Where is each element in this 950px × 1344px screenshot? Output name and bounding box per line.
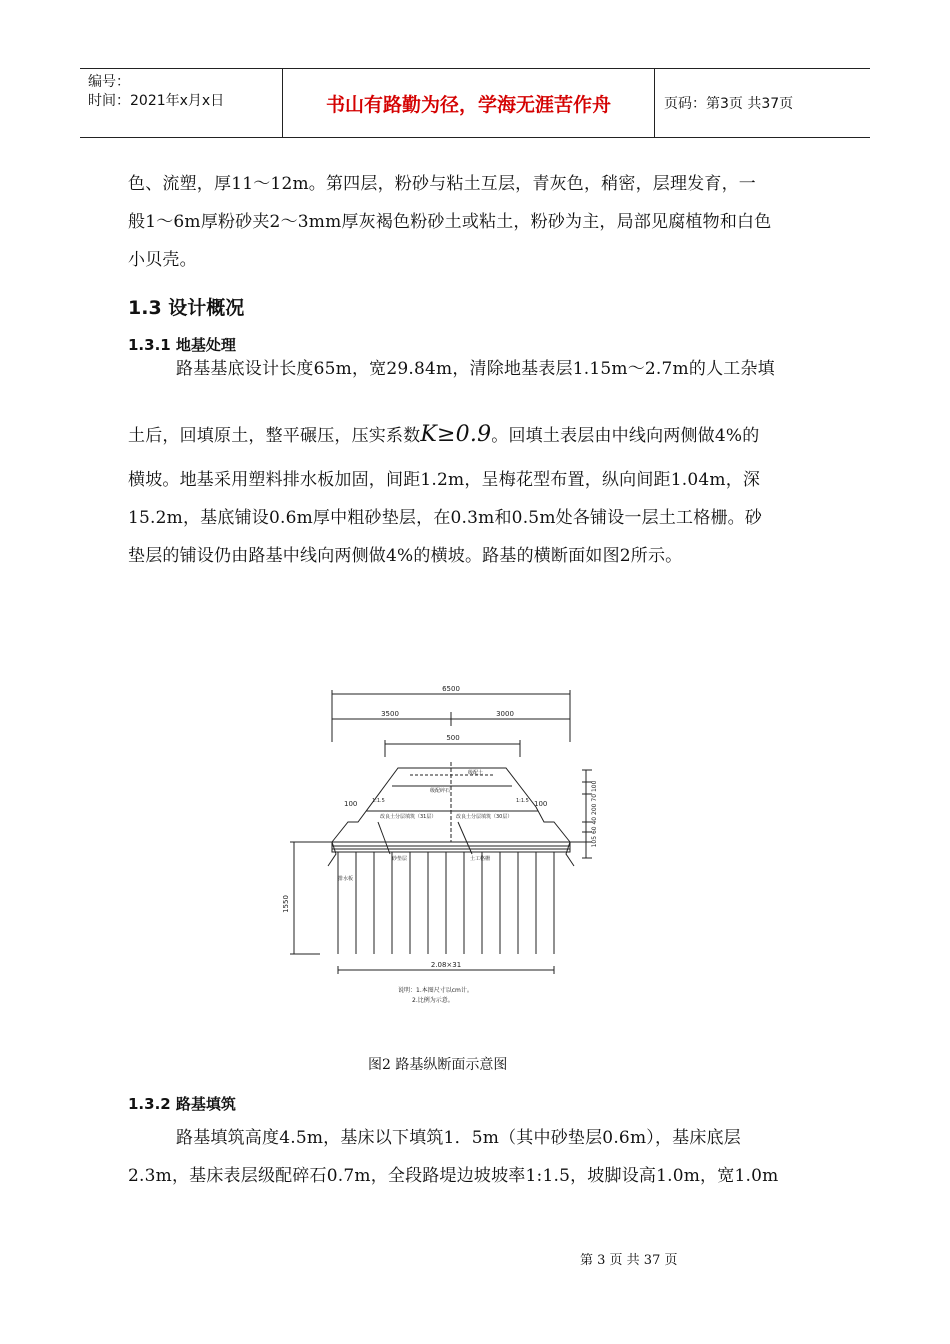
paragraph-line: 2.3m，基床表层级配碎石0.7m，全段路堤边坡坡率1:1.5，坡脚设高1.0m，宽1.0m	[128, 1166, 779, 1186]
paragraph-line: 色、流塑，厚11～12m。第四层，粉砂与粘土互层，青灰色，稍密，层理发育，一	[128, 174, 756, 194]
paragraph-line: 垫层的铺设仍由路基中线向两侧做4%的横坡。路基的横断面如图2所示。	[128, 546, 683, 566]
base-layer-label: 级配碎石	[430, 788, 451, 794]
sand-layer-label: 砂垫层	[392, 856, 408, 862]
paragraph-line	[128, 416, 759, 455]
page-header	[80, 68, 870, 138]
dim-left-label: 3500	[381, 710, 399, 718]
slope-ratio-label: 1:1.5	[372, 798, 385, 804]
embankment-cross-section-figure	[280, 682, 620, 1012]
paragraph-line: 15.2m，基底铺设0.6m厚中粗砂垫层，在0.3m和0.5m处各铺设一层土工格栅。砂	[128, 508, 763, 528]
subsection-heading: 1.3.1 地基处理	[128, 336, 236, 354]
figure-note: 2.比例为示意。	[412, 997, 454, 1004]
dim-total-label: 6500	[442, 685, 460, 693]
paragraph-line: 路基填筑高度4.5m，基床以下填筑1．5m（其中砂垫层0.6m），基床底层	[176, 1128, 741, 1148]
page-footer: 第 3 页 共 37 页	[580, 1253, 678, 1268]
header-meta	[88, 73, 224, 111]
drain-board-group	[338, 852, 554, 954]
dim-right-label: 3000	[496, 710, 514, 718]
paragraph-text: 土后，回填原土，整平碾压，压实系数	[128, 426, 421, 446]
dim-top-label: 500	[446, 734, 460, 742]
slope-ratio-label: 1:1.5	[516, 798, 529, 804]
sand-cushion-layer	[332, 842, 570, 852]
header-page-info: 页码：第3页 共37页	[664, 96, 794, 112]
paragraph-line: 小贝壳。	[128, 250, 197, 270]
subsection-heading: 1.3.2 路基填筑	[128, 1095, 236, 1113]
paragraph-line: 横坡。地基采用塑料排水板加固，间距1.2m，呈梅花型布置，纵向间距1.04m，深	[128, 470, 761, 490]
paragraph-text: 。回填土表层由中线向两侧做4%的	[491, 426, 760, 446]
geogrid-label: 土工格栅	[470, 856, 491, 862]
dim-bottom-label: 2.08×31	[430, 961, 462, 969]
drain-board-label: 排水板	[338, 876, 354, 882]
header-number: 编号：	[88, 74, 130, 90]
section-heading: 1.3 设计概况	[128, 297, 245, 319]
berm-left-label: 100	[344, 800, 358, 808]
left-layer-label: 改良土分层填筑（31层）	[380, 814, 437, 820]
figure-note: 说明：1.本图尺寸以cm计。	[398, 987, 473, 994]
header-motto: 书山有路勤为径，学海无涯苦作舟	[325, 93, 611, 116]
header-divider-right	[654, 69, 655, 137]
compaction-formula: K≥0.9	[420, 422, 492, 447]
right-layer-label: 改良土分层填筑（30层）	[456, 814, 513, 820]
dim-right-stack-label: 105 60 40 200 70 100	[591, 780, 598, 848]
top-fill-label: 级配土	[468, 770, 484, 776]
dim-depth-label: 1550	[282, 895, 290, 913]
berm-right-label: 100	[534, 800, 548, 808]
paragraph-line: 般1～6m厚粉砂夹2～3mm厚灰褐色粉砂土或粘土，粉砂为主，局部见腐植物和白色	[128, 212, 772, 232]
figure-caption: 图2 路基纵断面示意图	[368, 1057, 508, 1073]
header-date: 时间：2021年x月x日	[88, 93, 225, 109]
paragraph-line: 路基基底设计长度65m，宽29.84m，清除地基表层1.15m～2.7m的人工杂填	[176, 359, 775, 379]
